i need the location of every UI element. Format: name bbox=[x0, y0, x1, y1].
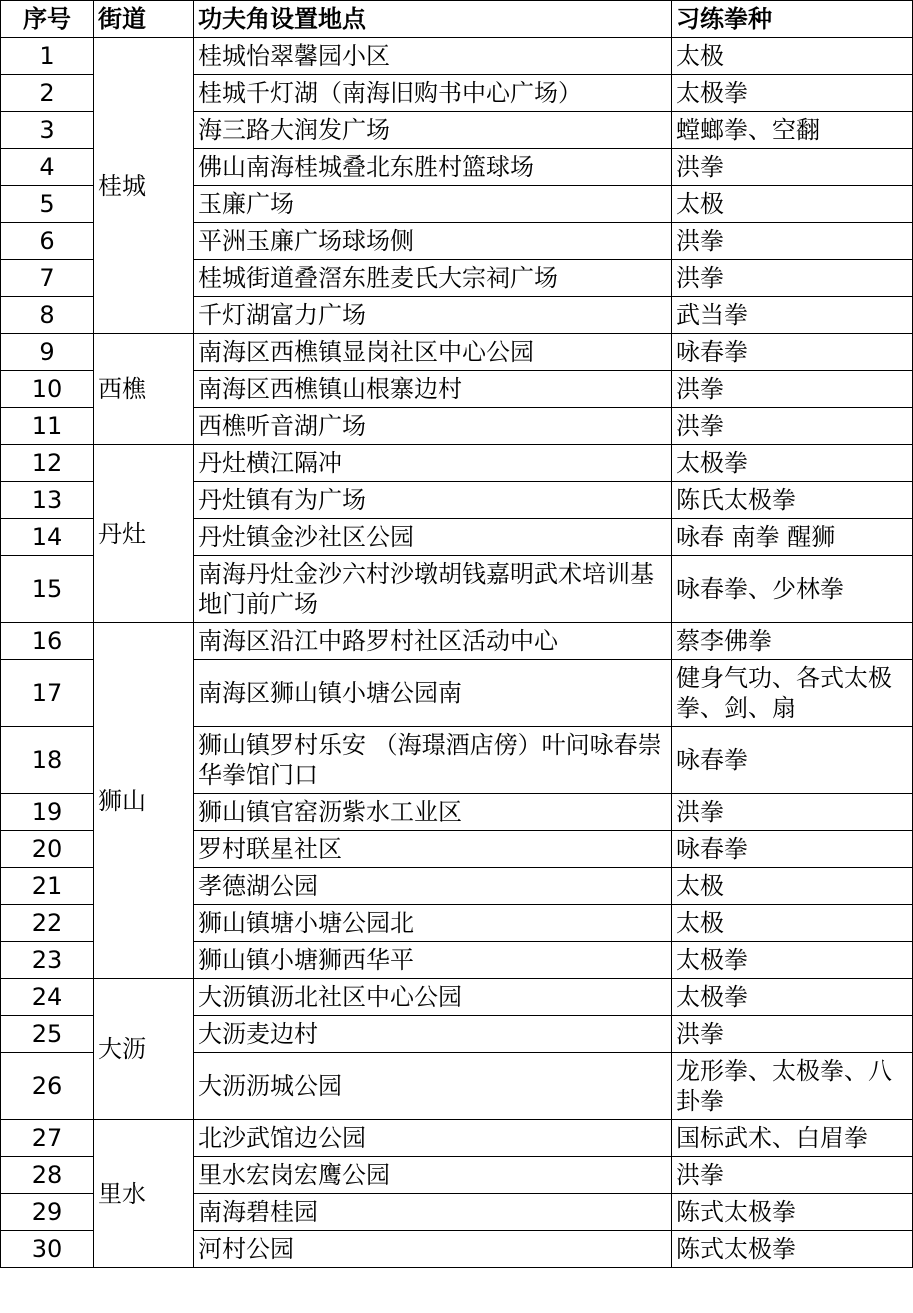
row-index: 27 bbox=[1, 1120, 94, 1157]
location-cell: 丹灶镇金沙社区公园 bbox=[194, 519, 672, 556]
style-cell: 螳螂拳、空翻 bbox=[672, 112, 913, 149]
row-index: 10 bbox=[1, 371, 94, 408]
location-cell: 南海区西樵镇山根寨边村 bbox=[194, 371, 672, 408]
street-cell: 里水 bbox=[94, 1120, 194, 1268]
location-cell: 千灯湖富力广场 bbox=[194, 297, 672, 334]
location-cell: 海三路大润发广场 bbox=[194, 112, 672, 149]
style-cell: 武当拳 bbox=[672, 297, 913, 334]
style-cell: 咏春拳 bbox=[672, 831, 913, 868]
street-cell: 桂城 bbox=[94, 38, 194, 334]
header-style: 习练拳种 bbox=[672, 1, 913, 38]
location-cell: 南海丹灶金沙六村沙墩胡钱嘉明武术培训基地门前广场 bbox=[194, 556, 672, 623]
row-index: 11 bbox=[1, 408, 94, 445]
header-location: 功夫角设置地点 bbox=[194, 1, 672, 38]
style-cell: 陈式太极拳 bbox=[672, 1231, 913, 1268]
style-cell: 咏春 南拳 醒狮 bbox=[672, 519, 913, 556]
street-cell: 狮山 bbox=[94, 623, 194, 979]
style-cell: 洪拳 bbox=[672, 408, 913, 445]
street-cell: 丹灶 bbox=[94, 445, 194, 623]
location-cell: 西樵听音湖广场 bbox=[194, 408, 672, 445]
style-cell: 太极 bbox=[672, 868, 913, 905]
row-index: 13 bbox=[1, 482, 94, 519]
row-index: 23 bbox=[1, 942, 94, 979]
row-index: 3 bbox=[1, 112, 94, 149]
row-index: 28 bbox=[1, 1157, 94, 1194]
style-cell: 龙形拳、太极拳、八卦拳 bbox=[672, 1053, 913, 1120]
table-row bbox=[1, 623, 913, 660]
location-cell: 南海碧桂园 bbox=[194, 1194, 672, 1231]
row-index: 22 bbox=[1, 905, 94, 942]
row-index: 4 bbox=[1, 149, 94, 186]
location-cell: 玉廉广场 bbox=[194, 186, 672, 223]
table-row bbox=[1, 979, 913, 1016]
style-cell: 洪拳 bbox=[672, 260, 913, 297]
table-body bbox=[1, 38, 913, 1268]
style-cell: 太极 bbox=[672, 38, 913, 75]
row-index: 15 bbox=[1, 556, 94, 623]
style-cell: 洪拳 bbox=[672, 794, 913, 831]
location-cell: 大沥沥城公园 bbox=[194, 1053, 672, 1120]
location-cell: 北沙武馆边公园 bbox=[194, 1120, 672, 1157]
table-row bbox=[1, 38, 913, 75]
style-cell: 陈式太极拳 bbox=[672, 1194, 913, 1231]
header-row bbox=[1, 1, 913, 38]
location-cell: 桂城千灯湖（南海旧购书中心广场） bbox=[194, 75, 672, 112]
row-index: 21 bbox=[1, 868, 94, 905]
style-cell: 洪拳 bbox=[672, 1157, 913, 1194]
location-cell: 里水宏岗宏鹰公园 bbox=[194, 1157, 672, 1194]
row-index: 7 bbox=[1, 260, 94, 297]
table-row bbox=[1, 445, 913, 482]
street-cell: 西樵 bbox=[94, 334, 194, 445]
row-index: 16 bbox=[1, 623, 94, 660]
location-cell: 大沥镇沥北社区中心公园 bbox=[194, 979, 672, 1016]
style-cell: 洪拳 bbox=[672, 223, 913, 260]
style-cell: 太极拳 bbox=[672, 75, 913, 112]
table-row bbox=[1, 1120, 913, 1157]
location-cell: 狮山镇官窑沥紫水工业区 bbox=[194, 794, 672, 831]
style-cell: 蔡李佛拳 bbox=[672, 623, 913, 660]
header-index: 序号 bbox=[1, 1, 94, 38]
row-index: 24 bbox=[1, 979, 94, 1016]
style-cell: 太极 bbox=[672, 186, 913, 223]
location-cell: 狮山镇罗村乐安 （海璟酒店傍）叶问咏春崇华拳馆门口 bbox=[194, 727, 672, 794]
style-cell: 洪拳 bbox=[672, 1016, 913, 1053]
row-index: 25 bbox=[1, 1016, 94, 1053]
style-cell: 洪拳 bbox=[672, 371, 913, 408]
style-cell: 太极拳 bbox=[672, 445, 913, 482]
location-cell: 佛山南海桂城叠北东胜村篮球场 bbox=[194, 149, 672, 186]
street-cell: 大沥 bbox=[94, 979, 194, 1120]
style-cell: 太极拳 bbox=[672, 942, 913, 979]
row-index: 9 bbox=[1, 334, 94, 371]
row-index: 12 bbox=[1, 445, 94, 482]
row-index: 17 bbox=[1, 660, 94, 727]
style-cell: 咏春拳 bbox=[672, 727, 913, 794]
style-cell: 健身气功、各式太极拳、剑、扇 bbox=[672, 660, 913, 727]
style-cell: 太极拳 bbox=[672, 979, 913, 1016]
location-cell: 南海区狮山镇小塘公园南 bbox=[194, 660, 672, 727]
table-row bbox=[1, 334, 913, 371]
row-index: 8 bbox=[1, 297, 94, 334]
row-index: 14 bbox=[1, 519, 94, 556]
row-index: 18 bbox=[1, 727, 94, 794]
row-index: 1 bbox=[1, 38, 94, 75]
location-cell: 丹灶镇有为广场 bbox=[194, 482, 672, 519]
location-cell: 桂城街道叠滘东胜麦氏大宗祠广场 bbox=[194, 260, 672, 297]
location-cell: 丹灶横江隔冲 bbox=[194, 445, 672, 482]
location-cell: 平洲玉廉广场球场侧 bbox=[194, 223, 672, 260]
row-index: 6 bbox=[1, 223, 94, 260]
location-cell: 狮山镇小塘狮西华平 bbox=[194, 942, 672, 979]
style-cell: 国标武术、白眉拳 bbox=[672, 1120, 913, 1157]
row-index: 20 bbox=[1, 831, 94, 868]
style-cell: 陈氏太极拳 bbox=[672, 482, 913, 519]
style-cell: 洪拳 bbox=[672, 149, 913, 186]
location-cell: 河村公园 bbox=[194, 1231, 672, 1268]
header-street: 街道 bbox=[94, 1, 194, 38]
row-index: 29 bbox=[1, 1194, 94, 1231]
row-index: 19 bbox=[1, 794, 94, 831]
location-cell: 狮山镇塘小塘公园北 bbox=[194, 905, 672, 942]
location-cell: 南海区西樵镇显岗社区中心公园 bbox=[194, 334, 672, 371]
row-index: 30 bbox=[1, 1231, 94, 1268]
location-cell: 南海区沿江中路罗村社区活动中心 bbox=[194, 623, 672, 660]
style-cell: 咏春拳、少林拳 bbox=[672, 556, 913, 623]
row-index: 5 bbox=[1, 186, 94, 223]
location-cell: 孝德湖公园 bbox=[194, 868, 672, 905]
location-cell: 桂城怡翠馨园小区 bbox=[194, 38, 672, 75]
row-index: 2 bbox=[1, 75, 94, 112]
style-cell: 太极 bbox=[672, 905, 913, 942]
location-cell: 罗村联星社区 bbox=[194, 831, 672, 868]
location-cell: 大沥麦边村 bbox=[194, 1016, 672, 1053]
style-cell: 咏春拳 bbox=[672, 334, 913, 371]
row-index: 26 bbox=[1, 1053, 94, 1120]
